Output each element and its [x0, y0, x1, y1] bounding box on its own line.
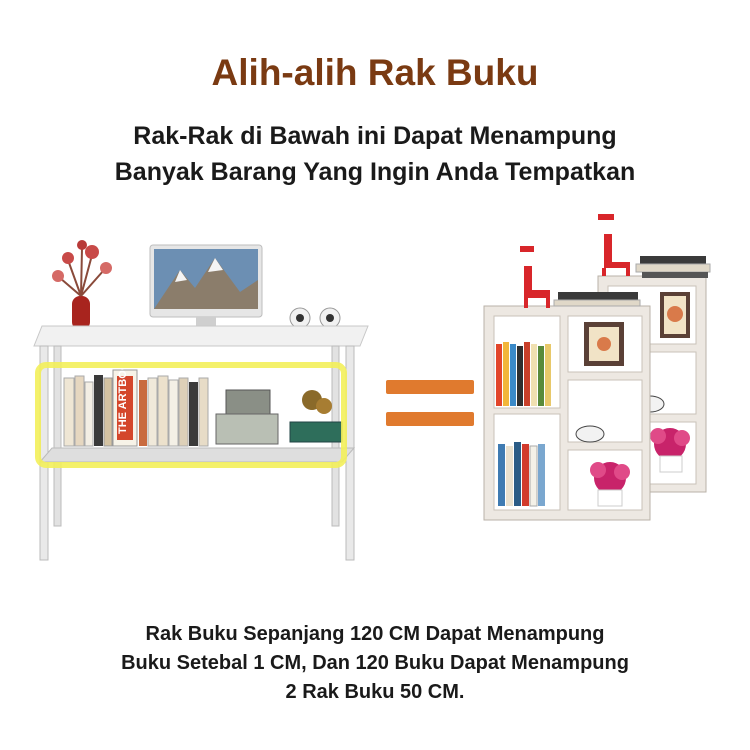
caption: [0, 620, 750, 707]
subtitle-line-2: Banyak Barang Yang Ingin Anda Tempatkan: [114, 158, 636, 186]
subtitle-line-1: Rak-Rak di Bawah ini Dapat Menampung: [133, 122, 617, 150]
book-title: THE ARTBOOK: [117, 353, 129, 434]
caption-line-3: 2 Rak Buku 50 CM.: [285, 681, 465, 703]
monitor: [150, 245, 262, 332]
product-illustration: [30, 200, 730, 580]
bookcases: [484, 214, 710, 520]
desk-top: [34, 326, 368, 346]
subtitle: [0, 118, 750, 190]
speakers: [290, 308, 340, 328]
desk-with-shelf: [34, 240, 368, 560]
caption-line-2: Buku Setebal 1 CM, Dan 120 Buku Dapat Menampung: [121, 652, 629, 674]
caption-line-1: Rak Buku Sepanjang 120 CM Dapat Menampung: [145, 623, 605, 645]
potted-plant: [52, 240, 112, 330]
equals-sign: [386, 380, 474, 426]
page-title: Alih-alih Rak Buku: [211, 52, 539, 93]
